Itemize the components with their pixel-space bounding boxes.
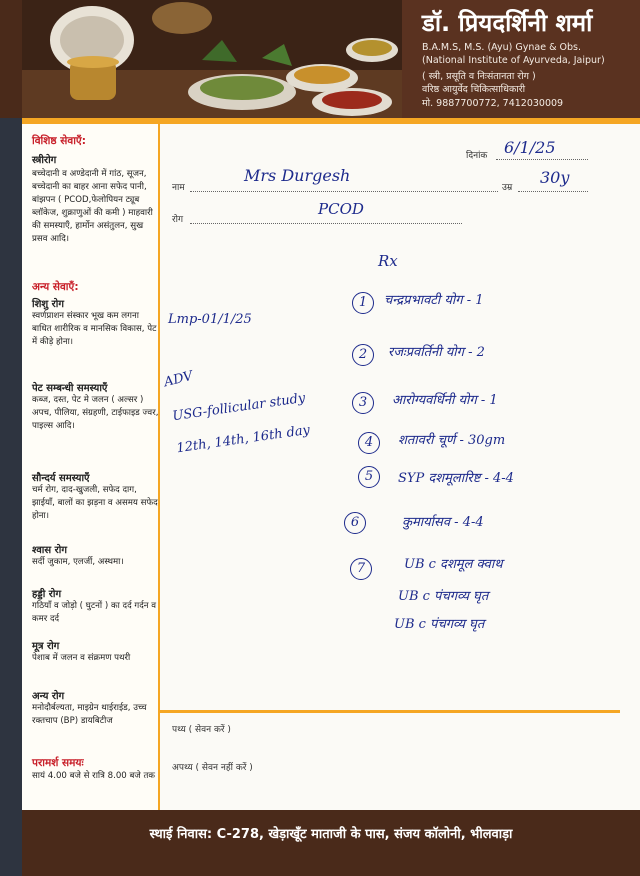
- rx-extra-line-2: UB c पंचगव्य घृत: [394, 617, 485, 632]
- usg-days-note: 12th, 14th, 16th day: [175, 422, 311, 457]
- apathya-label: अपथ्य ( सेवन नहीं करें ): [172, 763, 253, 773]
- rx-item-7: UB c दशमूल क्वाथ: [404, 557, 503, 572]
- stree-rog-text: बच्चेदानी व अण्डेदानी में गांठ, सूजन, बच्चेदानी का बाहर आना सफेद पानी, बांझपन ( PCOD,फेलोपियन ट्यूब ब्लॉकेज, शुक्राणुओं की कमी ) माहवारी की समस्याएँ, हार्मोन असंतुलन, सुख प्रसव आदि।: [32, 169, 153, 244]
- rx-item-4: शतावरी चूर्ण - 30gm: [398, 433, 506, 448]
- rx-extra-line-1: UB c पंचगव्य घृत: [398, 589, 489, 604]
- lmp-note: Lmp-01/1/25: [168, 312, 252, 327]
- ayurveda-herbs-photo: [22, 0, 402, 118]
- consult-time-text: सायं 4.00 बजे से रात्रि 8.00 बजे तक: [32, 771, 155, 781]
- name-line: [190, 190, 498, 192]
- mutra-rog-text: पेशाब में जलन व संक्रमण पथरी: [32, 653, 131, 663]
- services-sidebar: [22, 124, 160, 810]
- footer-address: स्थाई निवास: C-278, खेड़ाखूँट माताजी के पास, संजय कॉलोनी, भीलवाड़ा: [149, 827, 513, 842]
- haddi-rog-title: हड्डी रोग: [32, 589, 62, 600]
- stree-rog-title: स्त्रीरोग: [32, 155, 57, 166]
- rx-item-2: रजःप्रवर्तिनी योग - 2: [388, 345, 485, 360]
- doctor-degree: B.A.M.S, M.S. (Ayu) Gynae & Obs.: [422, 42, 581, 53]
- anya-rog-title: अन्य रोग: [32, 691, 65, 702]
- doctor-info: [402, 0, 640, 118]
- rx-symbol: Rx: [378, 252, 398, 270]
- name-value[interactable]: Mrs Durgesh: [244, 166, 351, 185]
- header: [0, 0, 640, 118]
- doctor-institute: (National Institute of Ayurveda, Jaipur): [422, 55, 605, 66]
- rx-item-4-number: 4: [358, 432, 380, 454]
- rx-item-3: आरोग्यवर्धिनी योग - 1: [392, 393, 498, 408]
- rx-item-2-number: 2: [352, 344, 374, 366]
- date-value[interactable]: 6/1/25: [504, 138, 556, 157]
- rx-item-1: चन्द्रप्रभावटी योग - 1: [384, 293, 484, 308]
- doctor-phone: मो. 9887700772, 7412030009: [422, 98, 564, 109]
- shwas-rog-title: श्वास रोग: [32, 545, 67, 556]
- special-services-title: विशिष्ठ सेवाएँ:: [32, 135, 86, 147]
- left-edge-strip: [0, 0, 22, 876]
- age-line: [518, 190, 588, 192]
- consult-time-title: परामर्श समयः: [32, 757, 84, 769]
- mutra-rog-title: मूत्र रोग: [32, 641, 60, 652]
- pathya-label: पथ्य ( सेवन करें ): [172, 725, 231, 735]
- footer: [22, 810, 640, 876]
- rx-item-1-number: 1: [352, 292, 374, 314]
- name-label: नाम: [172, 183, 185, 193]
- age-value[interactable]: 30y: [540, 168, 570, 187]
- doctor-specialty: ( स्त्री, प्रसूति व निःसंतानता रोग ): [422, 71, 536, 82]
- age-label: उम्र: [502, 183, 513, 193]
- adv-note: ADV: [162, 368, 195, 391]
- rx-item-5: SYP दशमूलारिष्ट - 4-4: [398, 471, 514, 486]
- doctor-designation: वरिष्ठ आयुर्वेद चिकित्साधिकारी: [422, 84, 526, 95]
- shwas-rog-text: सर्दी जुकाम, एलर्जी, अस्थमा।: [32, 557, 124, 567]
- shishu-rog-text: स्वर्णप्राशन संस्कार भूख कम लगना बाधित शारीरिक व मानसिक विकास, पेट में कीड़े होना।: [32, 311, 157, 347]
- pathya-divider: [160, 710, 620, 713]
- date-label: दिनांक: [466, 151, 488, 161]
- rx-item-5-number: 5: [358, 466, 380, 488]
- rx-item-7-number: 7: [350, 558, 372, 580]
- saundarya-text: चर्म रोग, दाद-खुजली, सफेद दाग, झाईयाँ, बालों का झड़ना व असमय सफेद होना।: [32, 485, 158, 521]
- doctor-name: डॉ. प्रियदर्शिनी शर्मा: [422, 9, 593, 37]
- date-line: [496, 158, 588, 160]
- shishu-rog-title: शिशु रोग: [32, 299, 64, 310]
- pet-title: पेट सम्बन्धी समस्याएँ: [32, 383, 108, 394]
- rx-item-3-number: 3: [352, 392, 374, 414]
- disease-label: रोग: [172, 215, 184, 225]
- disease-line: [190, 222, 462, 224]
- usg-note: USG-follicular study: [171, 390, 307, 425]
- anya-rog-text: मनोदौर्बल्यता, माइग्रेन थाईराईड, उच्च रक्तचाप (BP) डायबिटीज: [32, 703, 147, 726]
- rx-item-6-number: 6: [344, 512, 366, 534]
- pet-text: कब्ज, दस्त, पेट मे जलन ( अल्सर ) अपच, पीलिया, संग्रहणी, टाईफाइड ज्वर, पाइल्स आदि।: [32, 395, 159, 431]
- other-services-title: अन्य सेवाएँ:: [32, 281, 79, 293]
- haddi-rog-text: गठियाँ व जोड़ो ( घुटनों ) का दर्द गर्दन व कमर दर्द: [32, 601, 157, 624]
- rx-item-6: कुमार्यासव - 4-4: [402, 515, 484, 530]
- disease-value[interactable]: PCOD: [318, 200, 364, 218]
- saundarya-title: सौन्दर्य समस्याएँ: [32, 473, 90, 484]
